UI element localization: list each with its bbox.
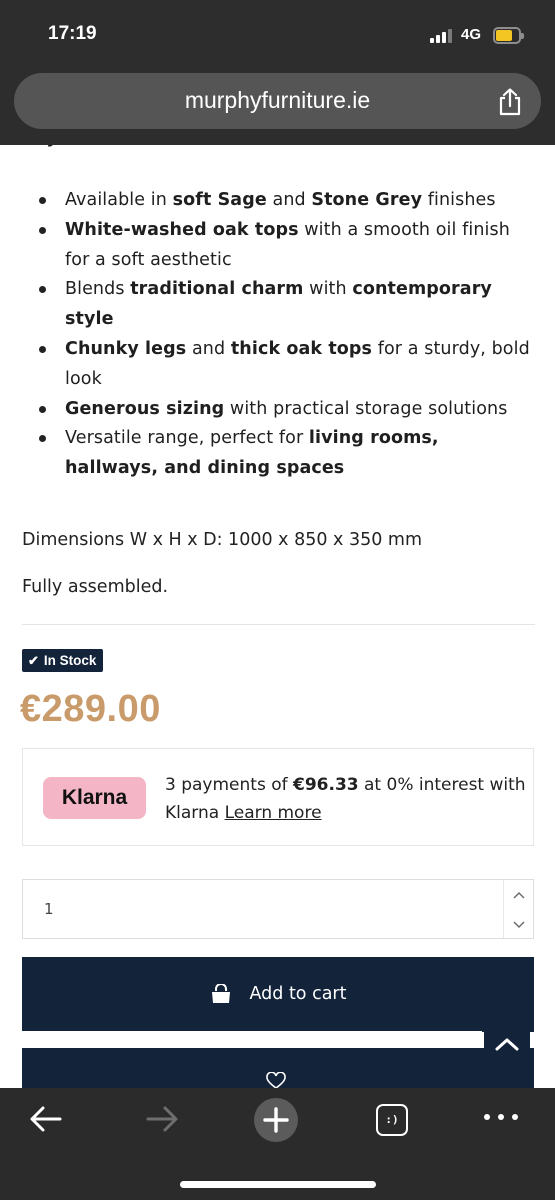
feature-item: White-washed oak tops with a smooth oil finish for a soft aesthetic (22, 216, 537, 276)
browser-top-bar (0, 0, 555, 145)
klarna-logo: Klarna (43, 777, 146, 819)
arrow-left-icon[interactable] (28, 1104, 64, 1134)
shopping-bag-icon (210, 984, 232, 1004)
increment-icon[interactable] (513, 890, 525, 902)
feature-item: Versatile range, perfect for living rooms, hallways, and dining spaces (22, 424, 537, 484)
assembly-text: Fully assembled. (22, 577, 169, 597)
stock-badge (22, 649, 103, 672)
battery-icon (493, 27, 521, 44)
divider (22, 624, 535, 625)
share-icon[interactable] (497, 88, 523, 116)
home-indicator (180, 1181, 376, 1188)
quantity-stepper[interactable] (503, 880, 533, 938)
klarna-learn-more-link[interactable]: Learn more (224, 803, 322, 823)
check-icon: ✔ (28, 653, 39, 668)
url-text: murphyfurniture.ie (184, 87, 371, 113)
arrow-right-icon[interactable] (144, 1104, 180, 1134)
feature-item: Available in soft Sage and Stone Grey finishes (22, 186, 537, 216)
more-icon[interactable] (481, 1110, 521, 1124)
dimensions-text: Dimensions W x H x D: 1000 x 850 x 350 mm (22, 530, 423, 550)
status-time: 17:19 (48, 23, 97, 44)
klarna-amount: €96.33 (293, 775, 359, 795)
feature-item: Blends traditional charm with contemporary style (22, 275, 537, 335)
feature-item: Chunky legs and thick oak tops for a sturdy, bold look (22, 335, 537, 395)
feature-list (22, 186, 537, 484)
klarna-text: 3 payments of €96.33 at 0% interest with Klarna Learn more (165, 775, 526, 823)
address-bar[interactable] (14, 73, 541, 129)
product-price: €289.00 (20, 688, 161, 730)
quantity-value[interactable]: 1 (44, 900, 54, 918)
tabs-icon[interactable]: :) (376, 1104, 408, 1136)
content-gap (22, 1031, 482, 1048)
decrement-icon[interactable] (513, 918, 525, 930)
add-to-cart-label: Add to cart (249, 984, 347, 1004)
stock-label: In Stock (43, 653, 97, 668)
add-to-cart-button[interactable] (22, 957, 534, 1032)
new-tab-button[interactable] (254, 1098, 298, 1142)
quantity-input[interactable] (22, 879, 534, 939)
signal-icon (430, 28, 452, 43)
feature-item: Generous sizing with practical storage solutions (22, 395, 537, 425)
network-type: 4G (461, 26, 482, 43)
plus-icon (254, 1098, 298, 1142)
klarna-banner (22, 748, 534, 846)
wishlist-button[interactable] (22, 1048, 534, 1093)
chevron-up-icon[interactable] (484, 1025, 530, 1063)
